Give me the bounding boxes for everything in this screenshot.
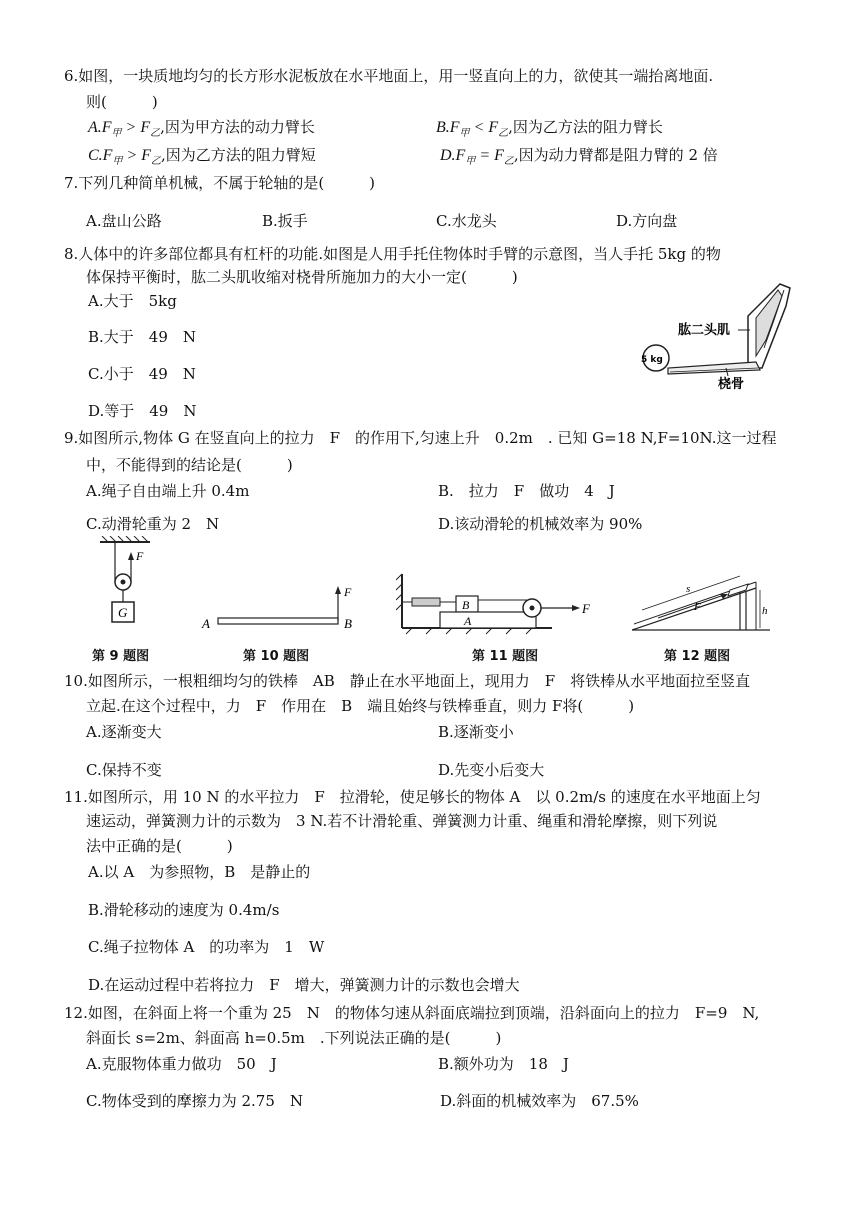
q12-stem: 12.如图，在斜面上将一个重为 25 N 的物体匀速从斜面底端拉到顶端，沿斜面向上的拉力 F=9 N,: [64, 1004, 760, 1022]
q10-option-a: A.逐渐变大: [86, 723, 162, 741]
b-label-10: B: [344, 616, 352, 631]
f-label-12: F: [694, 601, 701, 613]
pulley-figure-9: [90, 536, 160, 640]
pulley-figure-11: [396, 570, 596, 636]
q12-stem-cont: 斜面长 s=2m、斜面高 h=0.5m .下列说法正确的是( ): [86, 1029, 502, 1047]
f-label-11: F: [582, 601, 590, 616]
q10-option-b: B.逐渐变小: [438, 723, 514, 741]
q11-stem-cont2: 法中正确的是( ): [86, 837, 233, 855]
q9-stem-cont: 中，不能得到的结论是( ): [86, 456, 293, 474]
q6-option-c: $C.F_甲 > F_乙$,因为乙方法的阻力臂短: [88, 146, 316, 168]
q11-option-c: C.绳子拉物体 A 的功率为 1 W: [88, 938, 325, 956]
q7-option-c: C.水龙头: [436, 212, 497, 230]
q8-option-c: C.小于 49 N: [88, 365, 196, 383]
q7-option-a: A.盘山公路: [86, 212, 162, 230]
q10-option-c: C.保持不变: [86, 761, 162, 779]
q8-stem-cont: 体保持平衡时，肱二头肌收缩对桡骨所施加力的大小一定( ): [86, 268, 518, 286]
q7-option-b: B.扳手: [262, 212, 308, 230]
caption-fig-9: 第 9 题图: [92, 649, 150, 664]
q10-option-d: D.先变小后变大: [438, 761, 545, 779]
q9-stem: 9.如图所示,物体 G 在竖直向上的拉力 F 的作用下,匀速上升 0.2m . 已知 G=18 N,F=10N.这一过程: [64, 429, 777, 447]
q6-option-a: $A.F_甲 > F_乙$,因为甲方法的动力臂长: [88, 118, 315, 140]
a-label-11: A: [464, 614, 472, 628]
caption-fig-11: 第 11 题图: [472, 649, 539, 664]
q11-option-d: D.在运动过程中若将拉力 F 增大，弹簧测力计的示数也会增大: [88, 976, 520, 994]
incline-figure-12: [628, 570, 774, 636]
q9-option-b: B. 拉力 F 做功 4 J: [438, 482, 615, 500]
q6-option-d: $D.F_甲 = F_乙$,因为动力臂都是阻力臂的 2 倍: [440, 146, 718, 168]
q11-stem: 11.如图所示，用 10 N 的水平拉力 F 拉滑轮，使足够长的物体 A 以 0.2m/s 的速度在水平地面上匀: [64, 788, 761, 806]
q12-option-a: A.克服物体重力做功 50 J: [86, 1055, 277, 1073]
q11-option-b: B.滑轮移动的速度为 0.4m/s: [88, 901, 280, 919]
b-label-11: B: [462, 598, 470, 612]
q9-option-c: C.动滑轮重为 2 N: [86, 515, 220, 533]
q10-stem: 10.如图所示，一根粗细均匀的铁棒 AB 静止在水平地面上，现用力 F 将铁棒从水平地面拉至竖直: [64, 672, 751, 690]
q6-option-b: $B.F_甲 < F_乙$,因为乙方法的阻力臂长: [436, 118, 663, 140]
q12-option-b: B.额外功为 18 J: [438, 1055, 569, 1073]
arm-lever-figure: [638, 276, 798, 392]
biceps-label: 肱二头肌: [678, 323, 731, 338]
mass-label: 5 kg: [641, 355, 663, 365]
q11-stem-cont: 速运动，弹簧测力计的示数为 3 N.若不计滑轮重、弹簧测力计重、绳重和滑轮摩擦，则下列说: [86, 812, 718, 830]
s-label: s: [686, 583, 691, 595]
q8-option-d: D.等于 49 N: [88, 402, 197, 420]
f-label-10: F: [344, 585, 352, 599]
caption-fig-10: 第 10 题图: [243, 649, 310, 664]
q12-option-c: C.物体受到的摩擦力为 2.75 N: [86, 1092, 304, 1110]
caption-fig-12: 第 12 题图: [664, 649, 731, 664]
h-label: h: [762, 605, 768, 617]
q6-stem: 6.如图，一块质地均匀的长方形水泥板放在水平地面上，用一竖直向上的力，欲使其一端抬离地面.: [64, 67, 714, 85]
q10-stem-cont: 立起.在这个过程中，力 F 作用在 B 端且始终与铁棒垂直，则力 F将( ): [86, 697, 635, 715]
q6-stem-cont: 则( ): [86, 93, 158, 111]
rod-figure-10: [196, 578, 366, 636]
f-label-9: F: [136, 549, 144, 563]
q8-stem: 8.人体中的许多部位都具有杠杆的功能.如图是人用手托住物体时手臂的示意图，当人手托 5kg 的物: [64, 245, 721, 263]
a-label-10: A: [202, 616, 210, 631]
q8-option-b: B.大于 49 N: [88, 328, 197, 346]
q12-option-d: D.斜面的机械效率为 67.5%: [440, 1092, 639, 1110]
q9-option-a: A.绳子自由端上升 0.4m: [86, 482, 250, 500]
g-label: G: [118, 605, 128, 620]
radius-label: 桡骨: [718, 377, 745, 392]
q11-option-a: A.以 A 为参照物，B 是静止的: [88, 863, 311, 881]
q7-stem: 7.下列几种简单机械，不属于轮轴的是( ): [64, 174, 376, 192]
q8-option-a: A.大于 5kg: [88, 292, 177, 310]
q9-option-d: D.该动滑轮的机械效率为 90%: [438, 515, 643, 533]
q7-option-d: D.方向盘: [616, 212, 678, 230]
